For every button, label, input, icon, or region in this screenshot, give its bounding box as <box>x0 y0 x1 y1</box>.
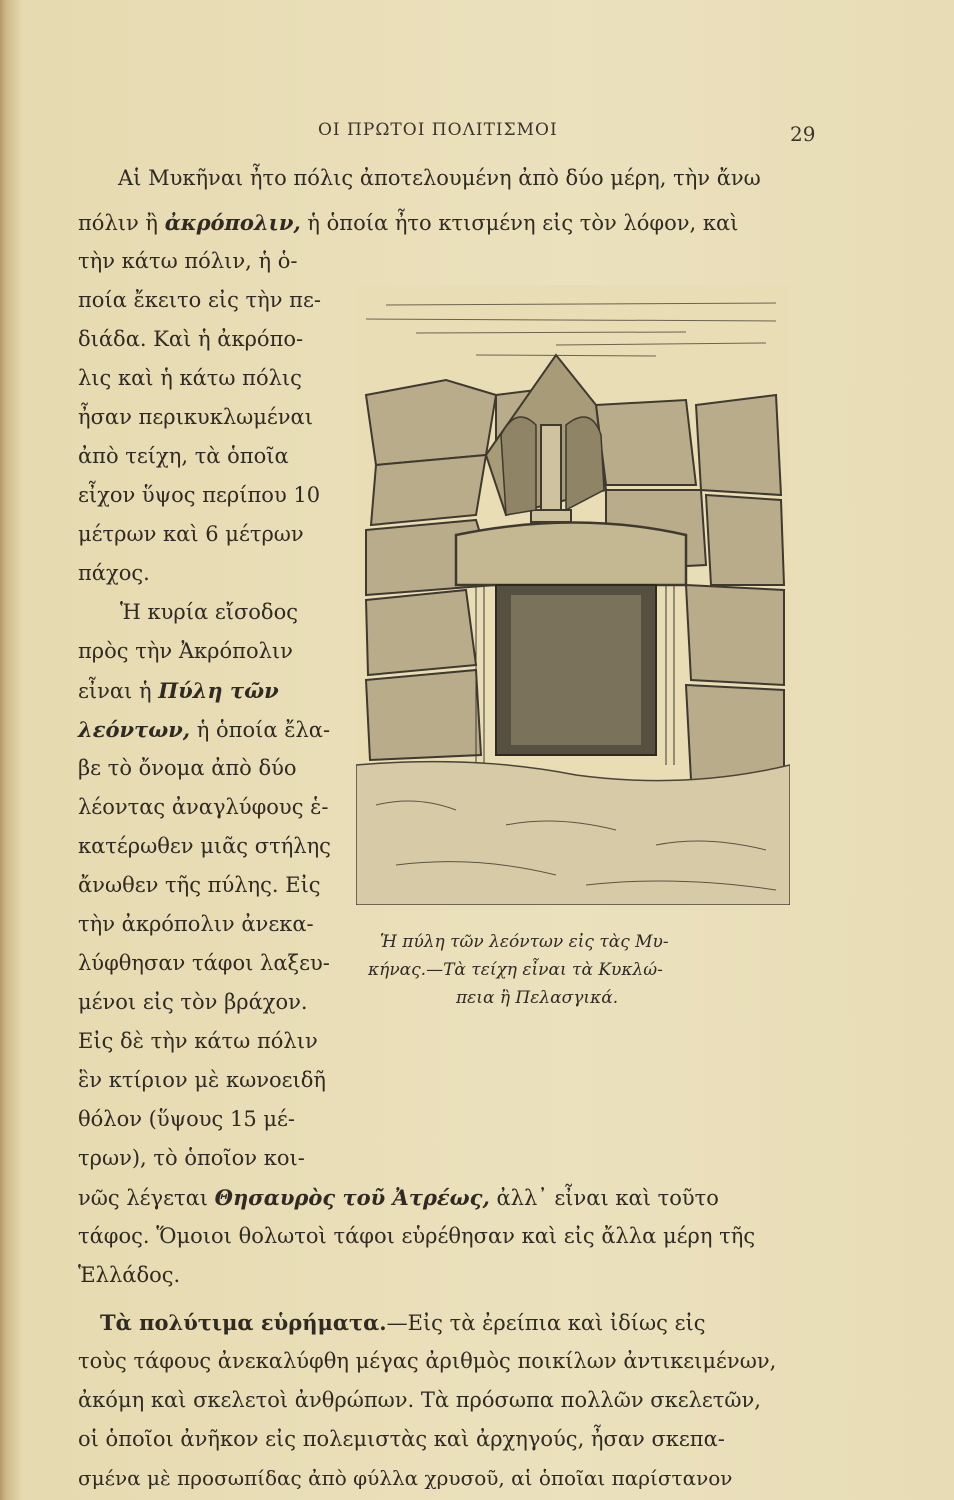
emphasis-lion-gate-cont: λεόντων, <box>78 717 191 742</box>
text-line: Ἑλλάδος. <box>78 1263 181 1287</box>
text-line: ἀκόμη καὶ σκελετοὶ ἀνθρώπων. Τὰ πρόσωπα πολλῶν σκελετῶν, <box>78 1388 761 1412</box>
figure-caption: κήνας.—Τὰ τείχη εἶναι τὰ Κυκλώ- <box>368 960 663 980</box>
text-line: τοὺς τάφους ἀνεκαλύφθη μέγας ἀριθμὸς ποικίλων ἀντικειμένων, <box>78 1349 777 1373</box>
text-line: Αἱ Μυκῆναι ἦτο πόλις ἀποτελουμένη ἀπὸ δύο μέρη, τὴν ἄνω <box>118 166 761 190</box>
text-line: σμένα μὲ προσωπίδας ἀπὸ φύλλα χρυσοῦ, αἱ ὁποῖαι παρίστανον <box>78 1466 733 1490</box>
text-line: μέτρων καὶ 6 μέτρων <box>78 522 304 546</box>
text-line <box>78 212 738 234</box>
text-line: ποία ἔκειτο εἰς τὴν πε- <box>78 288 321 312</box>
text-line: βε τὸ ὄνομα ἀπὸ δύο <box>78 756 297 780</box>
text-line: οἱ ὁποῖοι ἀνῆκον εἰς πολεμιστὰς καὶ ἀρχηγούς, ἦσαν σκεπα- <box>78 1427 725 1451</box>
text-line: εἶχον ὕψος περίπου 10 <box>78 483 321 507</box>
figure-caption: Ἡ πύλη τῶν λεόντων εἰς τὰς Μυ- <box>380 932 669 952</box>
lion-gate-illustration <box>356 285 790 905</box>
text-line: Ἡ κυρία εἴσοδος <box>120 600 298 624</box>
lion-gate-engraving <box>356 285 790 905</box>
figure-caption: πεια ἢ Πελασγικά. <box>456 988 619 1008</box>
text-span: ἡ ὁποία ἔλα- <box>190 718 331 742</box>
text-line <box>78 680 279 702</box>
text-line: μένοι εἰς τὸν βράχον. <box>78 990 308 1014</box>
text-line: θόλον (ὕψους 15 μέ- <box>78 1107 295 1131</box>
text-line: Εἰς δὲ τὴν κάτω πόλιν <box>78 1029 318 1053</box>
text-line: ἦσαν περικυκλωμέναι <box>78 405 313 429</box>
text-line: ἀπὸ τείχη, τὰ ὁποῖα <box>78 444 289 468</box>
page-header <box>0 120 954 150</box>
text-line: κατέρωθεν μιᾶς στήλης <box>78 834 331 858</box>
text-line: λις καὶ ἡ κάτω πόλις <box>78 366 302 390</box>
text-span: ἡ ὁποία ἦτο κτισμένη εἰς τὸν λόφον, καὶ <box>300 211 739 235</box>
text-line: ἓν κτίριον μὲ κωνοειδῆ <box>78 1068 326 1092</box>
running-title: ΟΙ ΠΡΩΤΟΙ ΠΟΛΙΤΙΣΜΟΙ <box>318 120 558 140</box>
page-number: 29 <box>790 122 816 146</box>
text-line <box>100 1312 705 1334</box>
text-line: λύφθησαν τάφοι λαξευ- <box>78 951 330 975</box>
text-line <box>78 1187 719 1209</box>
text-line: τὴν κάτω πόλιν, ἡ ὁ- <box>78 249 298 273</box>
text-span: —Εἰς τὰ ἐρείπια καὶ ἰδίως εἰς <box>386 1311 706 1335</box>
text-span: ἀλλ᾿ εἶναι καὶ τοῦτο <box>489 1186 719 1210</box>
text-span: πόλιν ἢ <box>78 211 165 235</box>
text-line: διάδα. Καὶ ἡ ἀκρόπο- <box>78 327 304 351</box>
text-line: τάφος. Ὅμοιοι θολωτοὶ τάφοι εὑρέθησαν καὶ εἰς ἄλλα μέρη τῆς <box>78 1224 756 1248</box>
text-line: λέοντας ἀναγλύφους ἑ- <box>78 795 329 819</box>
text-line: τρων), τὸ ὁποῖον κοι- <box>78 1146 305 1170</box>
text-line: πρὸς τὴν Ἀκρόπολιν <box>78 639 293 663</box>
emphasis-treasury-atreus: Θησαυρὸς τοῦ Ἀτρέως, <box>214 1185 490 1210</box>
text-line: πάχος. <box>78 561 150 585</box>
text-line: τὴν ἀκρόπολιν ἀνεκα- <box>78 912 314 936</box>
emphasis-lion-gate: Πύλη τῶν <box>158 678 279 703</box>
text-span: νῶς λέγεται <box>78 1186 215 1210</box>
section-heading: Τὰ πολύτιμα εὑρήματα. <box>100 1310 387 1335</box>
emphasis-acropolis: ἀκρόπολιν, <box>164 210 301 235</box>
text-line <box>78 719 330 741</box>
text-line: ἄνωθεν τῆς πύλης. Εἰς <box>78 873 321 897</box>
text-span: εἶναι ἡ <box>78 679 159 703</box>
